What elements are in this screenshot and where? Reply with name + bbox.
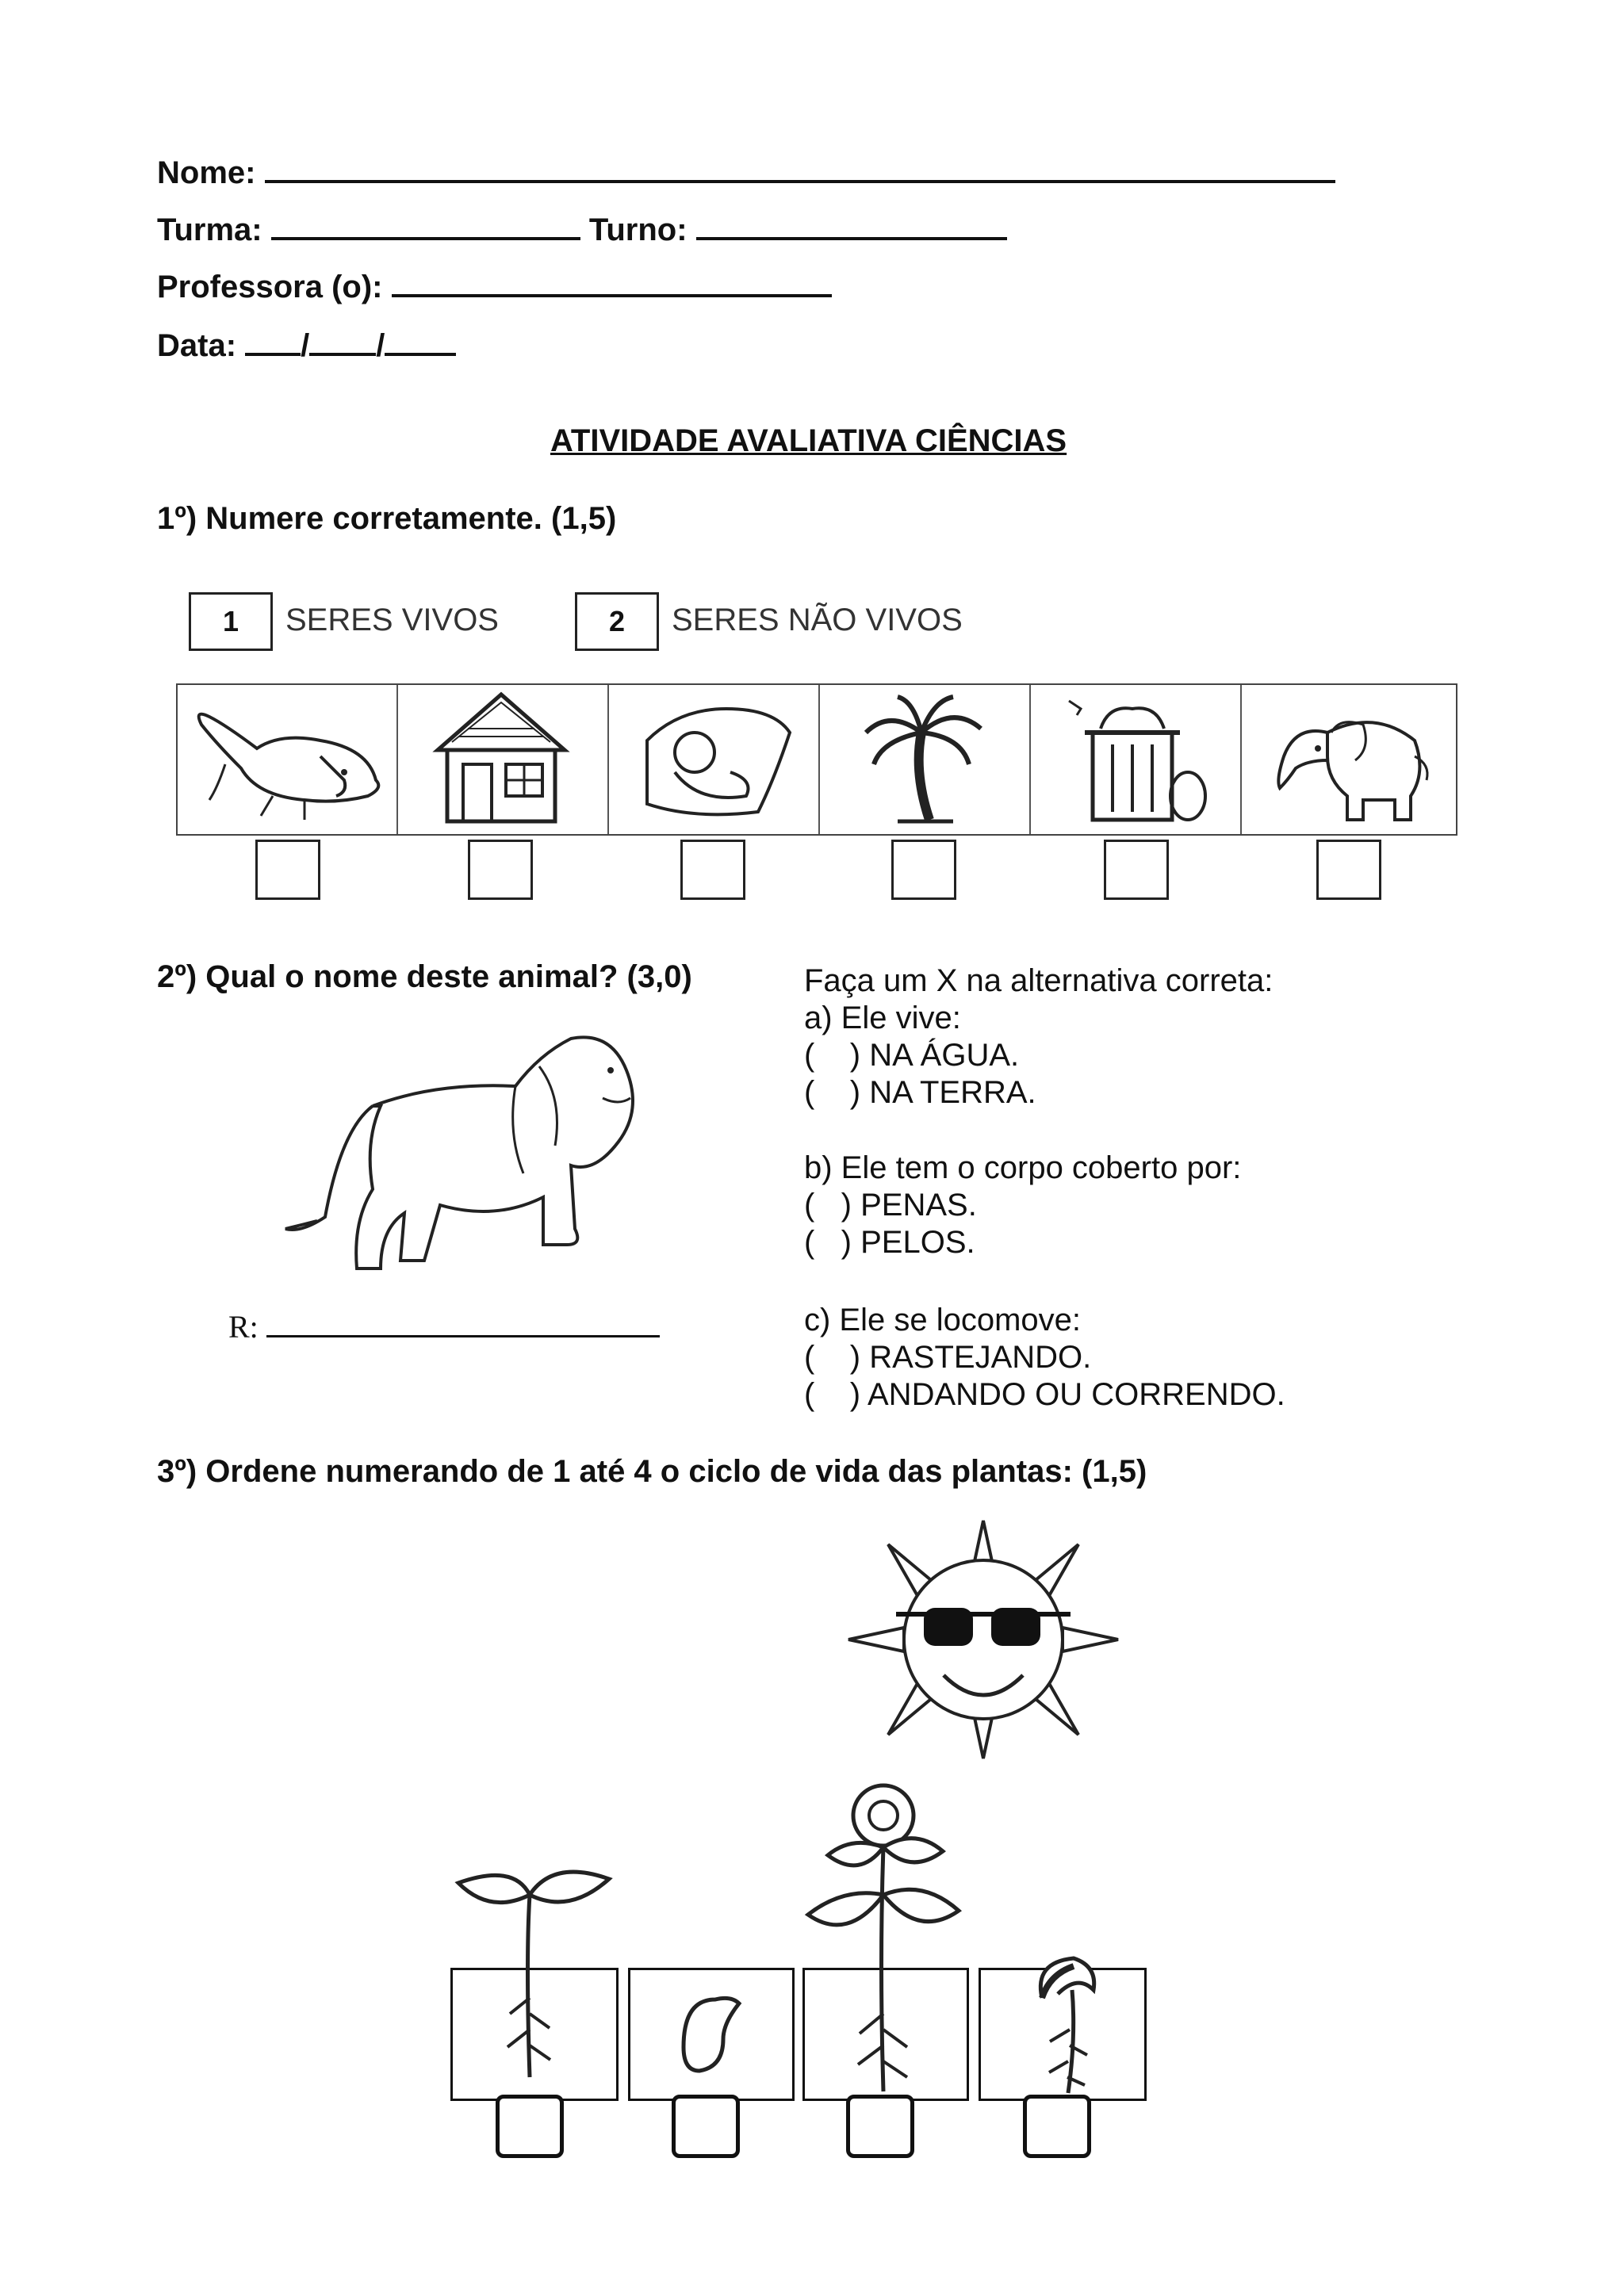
images-strip [176, 683, 1457, 836]
rat-image [178, 685, 396, 834]
page-title: ATIVIDADE AVALIATIVA CIÊNCIAS [550, 423, 1067, 458]
q2-part-c-heading: c) Ele se locomove: [804, 1303, 1082, 1337]
turma-label: Turma: [157, 212, 262, 247]
data-day-field[interactable] [245, 329, 301, 356]
answer-box-house[interactable] [468, 840, 533, 900]
seedling-image [450, 1847, 614, 2101]
q2-option-b2[interactable]: ( ) PELOS. [804, 1225, 975, 1260]
legend-box-1: 1 [189, 592, 273, 651]
legend-label-1: SERES VIVOS [285, 603, 499, 637]
turma-field[interactable] [271, 213, 580, 240]
germinating-seed-image [979, 1927, 1142, 2101]
q2-option-c2[interactable]: ( ) ANDANDO OU CORRENDO. [804, 1377, 1285, 1412]
sun-image [848, 1521, 1118, 1774]
answer-row [228, 1308, 660, 1345]
order-box-germinating[interactable] [1023, 2095, 1091, 2158]
data-month-field[interactable] [309, 329, 376, 356]
data-row [157, 328, 456, 364]
elephant-image [1240, 685, 1456, 834]
flowering-plant-image [802, 1776, 964, 2101]
professora-row [157, 270, 832, 305]
data-label: Data: [157, 328, 237, 363]
answer-box-baby[interactable] [680, 840, 745, 900]
lion-image [278, 1011, 658, 1272]
answer-box-rat[interactable] [255, 840, 320, 900]
q1-prompt: 1º) Numere corretamente. (1,5) [157, 501, 617, 536]
professora-field[interactable] [392, 270, 832, 297]
palm-tree-image [818, 685, 1029, 834]
professora-label: Professora (o): [157, 270, 383, 304]
turno-label: Turno: [588, 212, 688, 247]
answer-box-palm[interactable] [891, 840, 956, 900]
cell-house [396, 685, 609, 834]
answer-field[interactable] [266, 1311, 660, 1337]
q3-prompt: 3º) Ordene numerando de 1 até 4 o ciclo de vida das plantas: (1,5) [157, 1454, 1147, 1489]
turma-row [157, 212, 1007, 248]
data-slash: / [376, 328, 385, 363]
answer-box-trash[interactable] [1104, 840, 1169, 900]
q2-part-a-heading: a) Ele vive: [804, 1001, 961, 1035]
baby-image [607, 685, 818, 834]
answer-label: R: [228, 1309, 259, 1345]
q2-part-b-heading: b) Ele tem o corpo coberto por: [804, 1150, 1242, 1185]
nome-label: Nome: [157, 155, 256, 190]
order-box-seedling[interactable] [496, 2095, 564, 2158]
cell-trash [1029, 685, 1242, 834]
q2-option-a2[interactable]: ( ) NA TERRA. [804, 1075, 1036, 1110]
legend-label-2: SERES NÃO VIVOS [672, 603, 963, 637]
order-box-flowering[interactable] [846, 2095, 914, 2158]
q2-option-a1[interactable]: ( ) NA ÁGUA. [804, 1038, 1020, 1073]
q2-option-c1[interactable]: ( ) RASTEJANDO. [804, 1340, 1092, 1375]
legend-box-2: 2 [575, 592, 659, 651]
nome-row [157, 155, 1335, 191]
answer-box-elephant[interactable] [1316, 840, 1381, 900]
q2-instruction: Faça um X na alternativa correta: [804, 963, 1274, 998]
data-year-field[interactable] [385, 329, 456, 356]
nome-field[interactable] [265, 156, 1335, 183]
cell-rat [178, 685, 398, 834]
q2-prompt: 2º) Qual o nome deste animal? (3,0) [157, 959, 692, 994]
order-box-seed[interactable] [672, 2095, 740, 2158]
turno-field[interactable] [696, 213, 1007, 240]
cell-palm [818, 685, 1031, 834]
cell-elephant [1240, 685, 1456, 834]
data-slash: / [301, 328, 310, 363]
house-image [396, 685, 607, 834]
trash-can-image [1029, 685, 1240, 834]
q2-option-b1[interactable]: ( ) PENAS. [804, 1188, 977, 1223]
seed-image [628, 1968, 790, 2096]
cell-baby [607, 685, 820, 834]
